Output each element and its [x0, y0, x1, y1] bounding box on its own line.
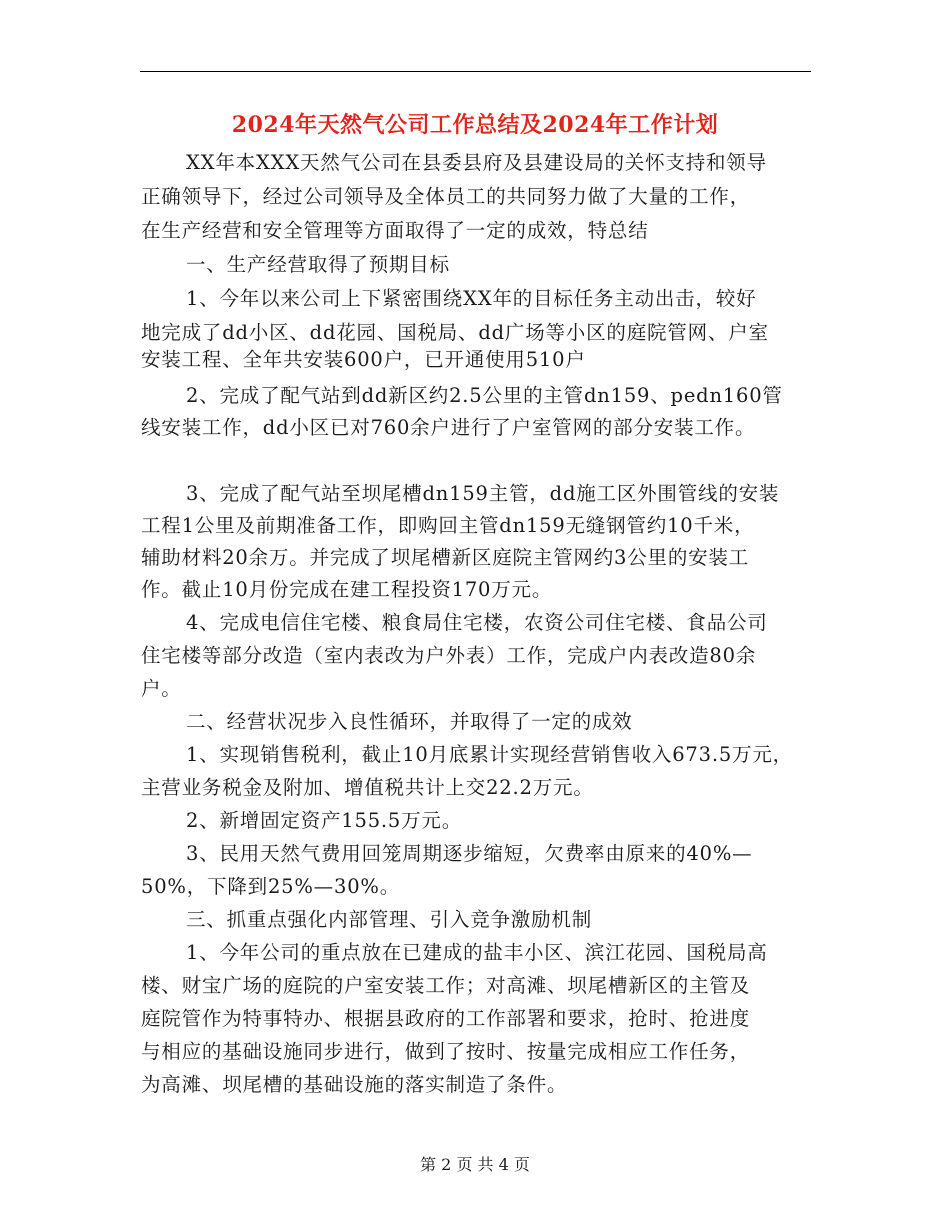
section-heading: 一、生产经营取得了预期目标 [186, 253, 450, 276]
body-line: 地完成了dd小区、dd花园、国税局、dd广场等小区的庭院管网、户室 [141, 321, 769, 344]
body-line: 为高滩、坝尾槽的基础设施的落实制造了条件。 [141, 1073, 568, 1096]
body-line: 50%，下降到25%—30%。 [141, 875, 401, 898]
body-line: 1、实现销售税利，截止10月底累计实现经营销售收入673.5万元， [186, 743, 793, 766]
body-line: 户。 [141, 677, 182, 700]
body-line: 辅助材料20余万。并完成了坝尾槽新区庭院主管网约3公里的安装工 [141, 546, 750, 569]
header-rule [140, 71, 811, 72]
body-line: 2、完成了配气站到dd新区约2.5公里的主管dn159、pedn160管 [186, 384, 783, 407]
body-line: 安装工程、全年共安装600户，已开通使用510户 [141, 348, 586, 371]
body-line: 3、民用天然气费用回笼周期逐步缩短，欠费率由原来的40%— [186, 842, 753, 865]
section-heading: 三、抓重点强化内部管理、引入竞争激励机制 [186, 908, 593, 931]
body-line: 线安装工作，dd小区已对760余户进行了户室管网的部分安装工作。 [141, 416, 756, 439]
body-line: 与相应的基础设施同步进行，做到了按时、按量完成相应工作任务， [141, 1040, 751, 1063]
body-line: 3、完成了配气站至坝尾槽dn159主管，dd施工区外围管线的安装 [186, 482, 780, 505]
body-line: 4、完成电信住宅楼、粮食局住宅楼，农资公司住宅楼、食品公司 [186, 611, 768, 634]
document-title: 2024年天然气公司工作总结及2024年工作计划 [231, 112, 719, 138]
body-line: 1、今年公司的重点放在已建成的盐丰小区、滨江花园、国税局高 [186, 941, 768, 964]
body-line: 正确领导下，经过公司领导及全体员工的共同努力做了大量的工作， [141, 185, 751, 208]
page-number-footer: 第 2 页 共 4 页 [420, 1155, 530, 1174]
body-line: XX年本XXX天然气公司在县委县府及县建设局的关怀支持和领导 [186, 151, 767, 174]
body-line: 1、今年以来公司上下紧密围绕XX年的目标任务主动出击，较好 [186, 287, 757, 310]
body-line: 作。截止10月份完成在建工程投资170万元。 [141, 578, 553, 601]
body-line: 住宅楼等部分改造（室内表改为户外表）工作，完成户内表改造80余 [141, 644, 757, 667]
body-line: 庭院管作为特事特办、根据县政府的工作部署和要求，抢时、抢进度 [141, 1007, 751, 1030]
body-line: 主营业务税金及附加、增值税共计上交22.2万元。 [141, 776, 594, 799]
body-line: 工程1公里及前期准备工作，即购回主管dn159无缝钢管约10千米， [141, 514, 755, 537]
body-line: 2、新增固定资产155.5万元。 [186, 809, 463, 832]
body-line: 楼、财宝广场的庭院的户室安装工作；对高滩、坝尾槽新区的主管及 [141, 974, 751, 997]
body-line: 在生产经营和安全管理等方面取得了一定的成效，特总结 [141, 219, 649, 242]
section-heading: 二、经营状况步入良性循环，并取得了一定的成效 [186, 710, 633, 733]
